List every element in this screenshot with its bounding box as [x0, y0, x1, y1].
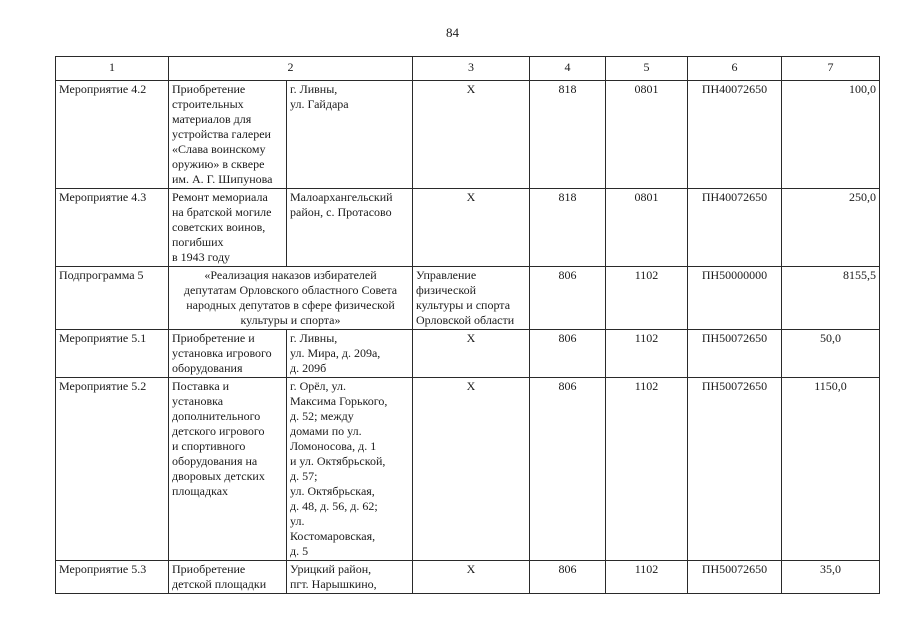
location-cell: Урицкий район, пгт. Нарышкино, — [287, 561, 413, 594]
amount-cell: 250,0 — [782, 189, 880, 267]
code4-cell: 806 — [530, 330, 606, 378]
code6-cell: ПН50072650 — [688, 378, 782, 561]
code4-cell: 818 — [530, 189, 606, 267]
amount-cell: 100,0 — [782, 81, 880, 189]
budget-table — [55, 56, 880, 594]
amount-cell: 50,0 — [782, 330, 880, 378]
item-cell: Подпрограмма 5 — [56, 267, 169, 330]
item-cell: Мероприятие 5.1 — [56, 330, 169, 378]
code5-cell: 1102 — [606, 267, 688, 330]
header-col-1: 1 — [56, 57, 169, 81]
table-row — [56, 267, 880, 330]
page-number: 84 — [446, 25, 459, 40]
amount-cell: 1150,0 — [782, 378, 880, 561]
header-col-6: 6 — [688, 57, 782, 81]
executor-cell: Х — [413, 189, 530, 267]
code4-cell: 818 — [530, 81, 606, 189]
code5-cell: 1102 — [606, 561, 688, 594]
code5-cell: 1102 — [606, 378, 688, 561]
amount-cell: 35,0 — [782, 561, 880, 594]
item-cell: Мероприятие 4.2 — [56, 81, 169, 189]
code5-cell: 0801 — [606, 81, 688, 189]
table-row — [56, 378, 880, 561]
executor-cell: Х — [413, 561, 530, 594]
table-row — [56, 189, 880, 267]
code4-cell: 806 — [530, 561, 606, 594]
code6-cell: ПН40072650 — [688, 189, 782, 267]
item-cell: Мероприятие 5.3 — [56, 561, 169, 594]
code4-cell: 806 — [530, 378, 606, 561]
header-col-3: 3 — [413, 57, 530, 81]
name-cell: Ремонт мемориала на братской могиле советских воинов, погибших в 1943 году — [169, 189, 287, 267]
table-row — [56, 81, 880, 189]
code6-cell: ПН50000000 — [688, 267, 782, 330]
header-col-2: 2 — [169, 57, 413, 81]
amount-cell: 8155,5 — [782, 267, 880, 330]
subprogram-name-cell: «Реализация наказов избирателей депутатам Орловского областного Совета народных депутатов в сфере физической культуры и спорта» — [169, 267, 413, 330]
name-cell: Приобретение детской площадки — [169, 561, 287, 594]
name-cell: Поставка и установка дополнительного детского игрового и спортивного оборудования на дворовых детских площадках — [169, 378, 287, 561]
location-cell: г. Ливны, ул. Гайдара — [287, 81, 413, 189]
header-col-5: 5 — [606, 57, 688, 81]
table-row — [56, 330, 880, 378]
executor-cell: Управление физической культуры и спорта Орловской области — [413, 267, 530, 330]
executor-cell: Х — [413, 330, 530, 378]
location-cell: г. Ливны, ул. Мира, д. 209а, д. 209б — [287, 330, 413, 378]
location-cell: г. Орёл, ул. Максима Горького, д. 52; между домами по ул. Ломоносова, д. 1 и ул. Октябрьской, д. 57; ул. Октябрьская, д. 48, д. 56, д. 62; ул. Костомаровская, д. 5 — [287, 378, 413, 561]
code5-cell: 1102 — [606, 330, 688, 378]
table-header-row — [56, 57, 880, 81]
code6-cell: ПН40072650 — [688, 81, 782, 189]
code6-cell: ПН50072650 — [688, 330, 782, 378]
executor-cell: Х — [413, 378, 530, 561]
header-col-4: 4 — [530, 57, 606, 81]
location-cell: Малоархангельский район, с. Протасово — [287, 189, 413, 267]
code6-cell: ПН50072650 — [688, 561, 782, 594]
item-cell: Мероприятие 5.2 — [56, 378, 169, 561]
header-col-7: 7 — [782, 57, 880, 81]
name-cell: Приобретение и установка игрового оборудования — [169, 330, 287, 378]
table-row — [56, 561, 880, 594]
item-cell: Мероприятие 4.3 — [56, 189, 169, 267]
executor-cell: Х — [413, 81, 530, 189]
name-cell: Приобретение строительных материалов для устройства галереи «Слава воинскому оружию» в сквере им. А. Г. Шипунова — [169, 81, 287, 189]
code5-cell: 0801 — [606, 189, 688, 267]
code4-cell: 806 — [530, 267, 606, 330]
